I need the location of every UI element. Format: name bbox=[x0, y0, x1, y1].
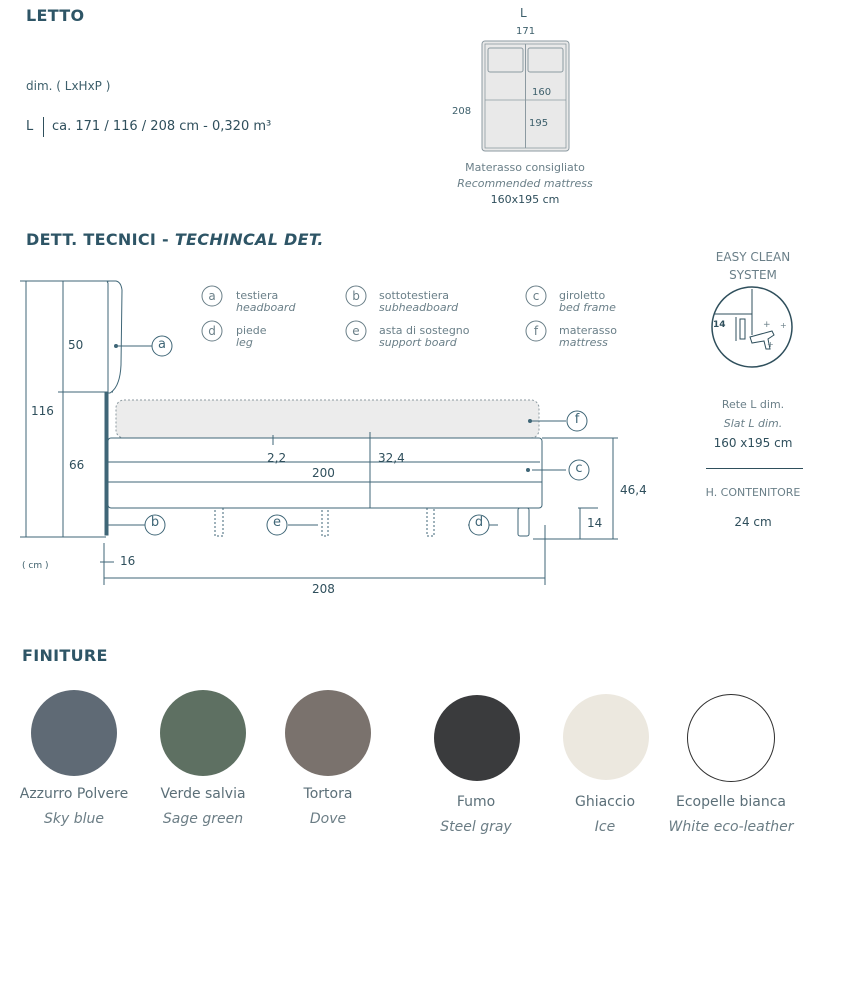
legend-f-en: mattress bbox=[559, 336, 608, 349]
top-view-drawing bbox=[470, 36, 580, 156]
svg-text:+: + bbox=[767, 340, 774, 349]
legend-c-en: bed frame bbox=[559, 301, 616, 314]
legend-item-f bbox=[559, 325, 617, 349]
finish-en-2: Dove bbox=[309, 811, 347, 827]
easy-clean-icon-h: 14 bbox=[713, 320, 726, 330]
callout-f: f bbox=[574, 412, 580, 427]
contenitore-label: H. CONTENITORE bbox=[705, 486, 801, 499]
legend-e-en: support board bbox=[379, 336, 457, 349]
finish-en-4: Ice bbox=[594, 819, 616, 835]
legend-letter-f: f bbox=[533, 324, 539, 338]
finish-name-4: Ghiaccio bbox=[574, 794, 636, 810]
top-view-mattress-w: 160 bbox=[532, 87, 552, 98]
finiture-title: FINITURE bbox=[22, 646, 108, 665]
dim-lower-h: 66 bbox=[69, 458, 85, 472]
rete-it: Rete L dim. bbox=[721, 398, 785, 411]
tech-title-en: TECHINCAL DET. bbox=[174, 230, 324, 249]
finish-name-5: Ecopelle bianca bbox=[676, 794, 786, 810]
legend-letter-e: e bbox=[352, 324, 360, 338]
easy-clean-line2: SYSTEM bbox=[729, 268, 777, 282]
units-label: ( cm ) bbox=[22, 561, 49, 571]
callout-e: e bbox=[273, 515, 281, 530]
finish-name-3: Fumo bbox=[456, 794, 496, 810]
mattress-caption-en: Recommended mattress bbox=[457, 177, 593, 190]
rete-en: Slat L dim. bbox=[723, 417, 783, 430]
finish-en-1: Sage green bbox=[162, 811, 244, 827]
dim-headboard-h: 50 bbox=[68, 338, 84, 352]
legend-f-it: materasso bbox=[559, 324, 617, 337]
swatch-azzurro-polvere bbox=[31, 690, 117, 776]
dim-label: dim. ( LxHxP ) bbox=[26, 79, 111, 93]
swatch-fumo bbox=[434, 695, 520, 781]
dim-leg-h: 14 bbox=[587, 516, 603, 530]
tech-title bbox=[26, 230, 324, 249]
finish-en-3: Steel gray bbox=[440, 819, 512, 835]
swatch-ghiaccio bbox=[563, 694, 649, 780]
contenitore-value: 24 cm bbox=[734, 515, 772, 529]
dim-frame-h: 46,4 bbox=[620, 483, 647, 497]
top-view-length: 208 bbox=[452, 106, 472, 117]
legend-letter-c: c bbox=[532, 289, 540, 303]
callout-b: b bbox=[150, 515, 160, 530]
dim-total-h: 116 bbox=[31, 404, 54, 418]
legend-b-it: sottotestiera bbox=[379, 289, 450, 302]
top-view-width: 171 bbox=[516, 26, 536, 37]
mattress-caption-size: 160x195 cm bbox=[490, 193, 560, 206]
finish-en-0: Sky blue bbox=[44, 811, 104, 827]
mattress-caption-it: Materasso consigliato bbox=[465, 161, 585, 174]
tech-title-it: DETT. TECNICI - bbox=[26, 230, 175, 249]
legend-letter-d: d bbox=[208, 324, 216, 338]
legend-a-en: headboard bbox=[236, 301, 296, 314]
swatch-verde-salvia bbox=[160, 690, 246, 776]
side-divider bbox=[706, 468, 803, 469]
top-view-mattress-l: 195 bbox=[529, 118, 549, 129]
legend-item-d bbox=[236, 325, 267, 349]
dim-thickness: 16 bbox=[120, 554, 136, 568]
swatch-ecopelle-bianca bbox=[687, 694, 775, 782]
callout-a: a bbox=[158, 337, 166, 352]
dim-total-len: 208 bbox=[312, 582, 335, 596]
legend-item-c bbox=[559, 290, 616, 314]
callout-c: c bbox=[575, 461, 583, 476]
dim-key: L bbox=[26, 119, 34, 134]
legend-b-en: subheadboard bbox=[379, 301, 459, 314]
finish-name-0: Azzurro Polvere bbox=[19, 786, 129, 802]
legend-d-en: leg bbox=[236, 336, 253, 349]
legend-a-it: testiera bbox=[236, 289, 279, 302]
svg-text:+: + bbox=[780, 321, 787, 330]
swatch-tortora bbox=[285, 690, 371, 776]
legend-item-e bbox=[379, 325, 470, 349]
rete-size: 160 x195 cm bbox=[713, 436, 793, 450]
legend-d-it: piede bbox=[236, 324, 267, 337]
svg-text:+: + bbox=[763, 320, 771, 330]
legend-letter-a: a bbox=[208, 289, 216, 303]
finish-name-1: Verde salvia bbox=[160, 786, 246, 802]
letto-title: LETTO bbox=[26, 6, 85, 25]
dim-separator bbox=[43, 117, 44, 137]
dim-d2: 32,4 bbox=[378, 451, 405, 465]
dim-d1: 2,2 bbox=[267, 451, 287, 465]
finish-name-2: Tortora bbox=[303, 786, 353, 802]
easy-clean-line1: EASY CLEAN bbox=[715, 250, 791, 264]
legend-e-it: asta di sostegno bbox=[379, 324, 470, 337]
legend-letter-b: b bbox=[352, 289, 360, 303]
callout-d: d bbox=[474, 515, 484, 530]
dim-inner-len: 200 bbox=[312, 466, 335, 480]
top-view-L: L bbox=[520, 6, 527, 20]
dim-value: ca. 171 / 116 / 208 cm - 0,320 m³ bbox=[52, 119, 272, 134]
legend-item-b bbox=[379, 290, 458, 314]
legend-item-a bbox=[236, 290, 295, 314]
finish-en-5: White eco-leather bbox=[668, 819, 794, 835]
legend-c-it: giroletto bbox=[559, 289, 606, 302]
